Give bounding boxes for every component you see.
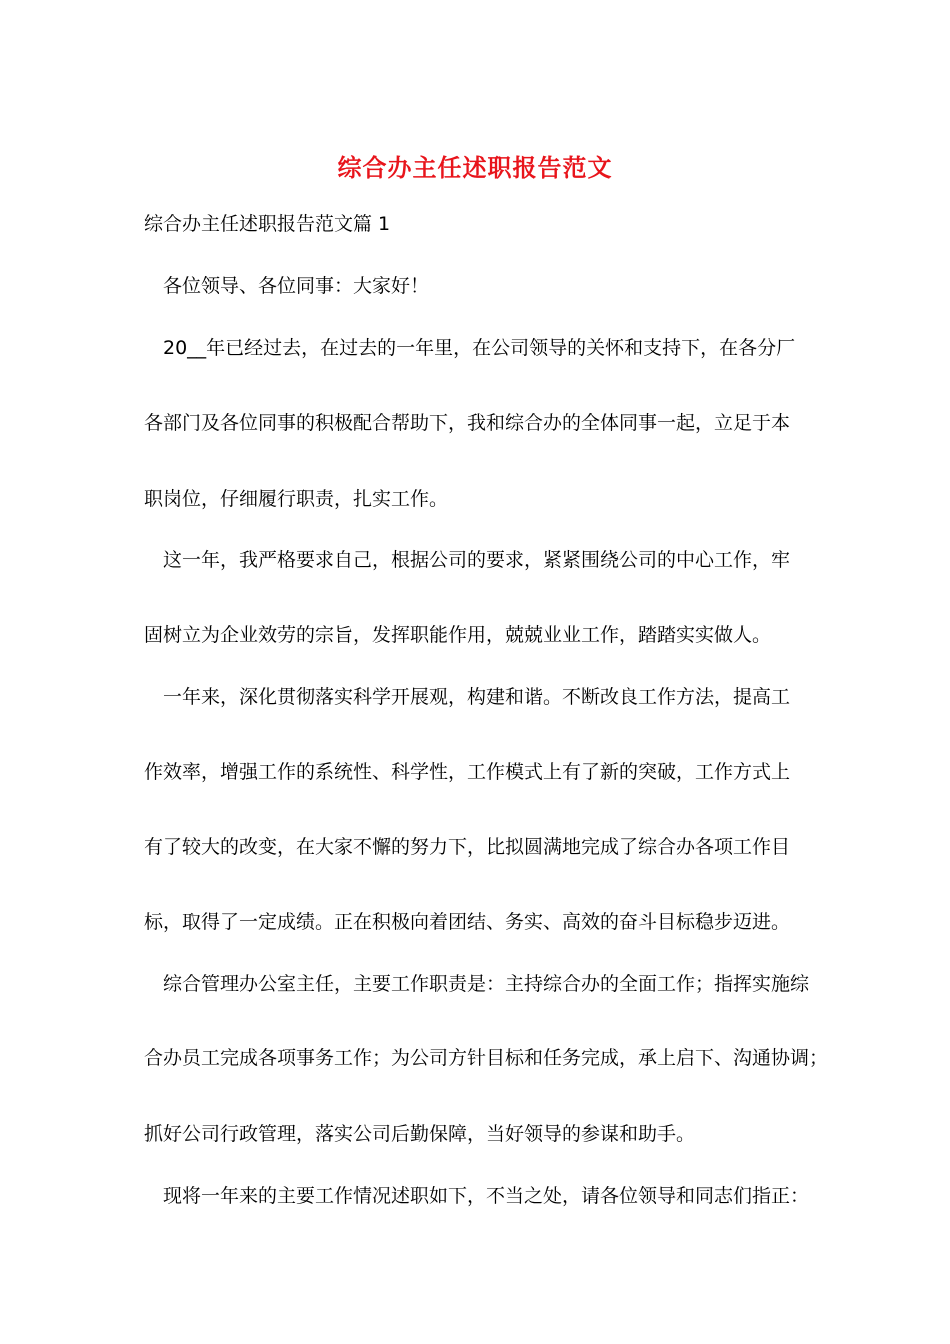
document-title: 综合办主任述职报告范文: [337, 153, 613, 182]
text-line: 有了较大的改变，在大家不懈的努力下，比拟圆满地完成了综合办各项工作目: [144, 836, 791, 858]
text-line: 这一年，我严格要求自己，根据公司的要求，紧紧围绕公司的中心工作，牢: [144, 549, 791, 571]
text-line: 各位领导、各位同事：大家好！: [144, 275, 430, 297]
text-line: 现将一年来的主要工作情况述职如下，不当之处，请各位领导和同志们指正：: [144, 1185, 810, 1207]
text-line: 合办员工完成各项事务工作；为公司方针目标和任务完成，承上启下、沟通协调；: [144, 1047, 829, 1069]
text-line: 抓好公司行政管理，落实公司后勤保障，当好领导的参谋和助手。: [144, 1123, 696, 1145]
text-line: 职岗位，仔细履行职责，扎实工作。: [144, 488, 449, 510]
text-line: 标，取得了一定成绩。正在积极向着团结、务实、高效的奋斗目标稳步迈进。: [144, 911, 791, 933]
text-line: 固树立为企业效劳的宗旨，发挥职能作用，兢兢业业工作，踏踏实实做人。: [144, 624, 772, 646]
text-line: 20__年已经过去，在过去的一年里，在公司领导的关怀和支持下，在各分厂: [144, 337, 796, 359]
text-line: 一年来，深化贯彻落实科学开展观，构建和谐。不断改良工作方法，提高工: [144, 686, 791, 708]
text-line: 各部门及各位同事的积极配合帮助下，我和综合办的全体同事一起，立足于本: [144, 412, 791, 434]
text-line: 综合管理办公室主任，主要工作职责是：主持综合办的全面工作；指挥实施综: [144, 973, 810, 995]
text-line: 作效率，增强工作的系统性、科学性，工作模式上有了新的突破，工作方式上: [144, 761, 791, 783]
section-heading: 综合办主任述职报告范文篇 1: [144, 213, 391, 235]
